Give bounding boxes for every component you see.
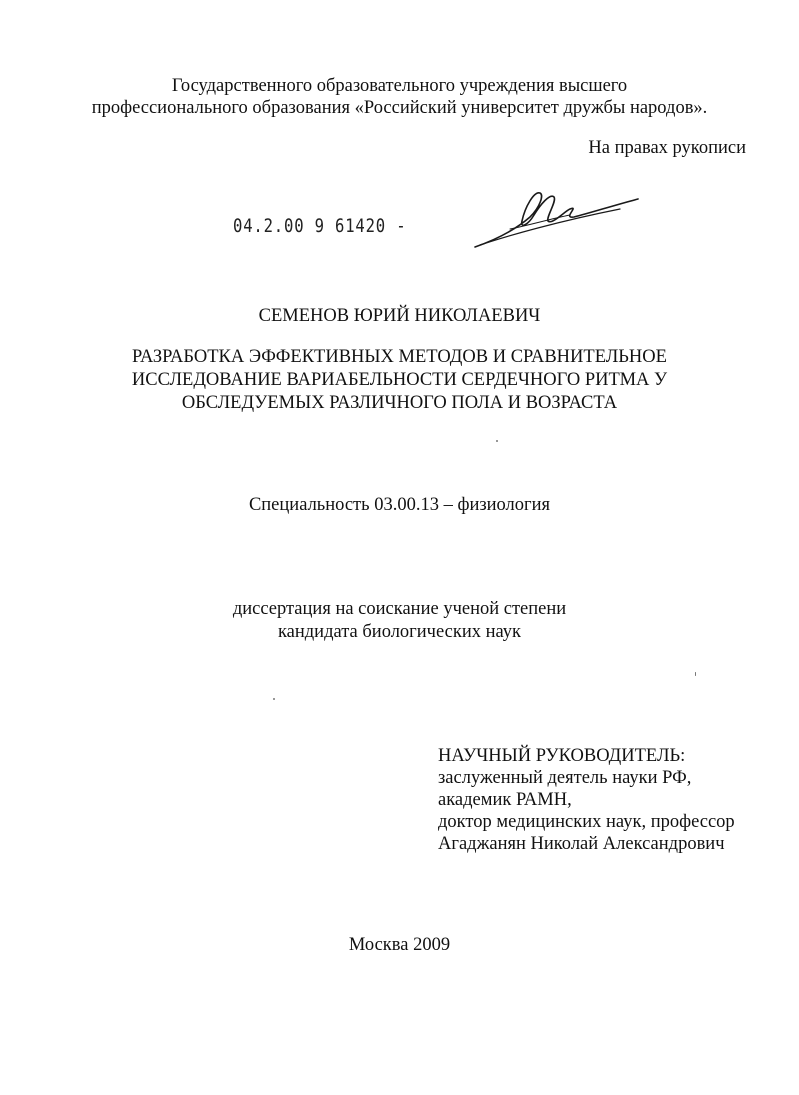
archive-stamp-number: 04.2.00 9 61420 -: [233, 215, 407, 237]
author-name: СЕМЕНОВ ЮРИЙ НИКОЛАЕВИЧ: [258, 306, 541, 326]
institution-line-2: профессионального образования «Российский университет дружбы народов».: [91, 98, 708, 118]
thesis-title-line-2: ИССЛЕДОВАНИЕ ВАРИАБЕЛЬНОСТИ СЕРДЕЧНОГО РИТМА У: [131, 370, 668, 390]
specialty-line: Специальность 03.00.13 – физиология: [248, 495, 551, 515]
scan-speck: [695, 672, 696, 676]
institution-line-1: Государственного образовательного учреждения высшего: [171, 76, 628, 96]
degree-line-1: диссертация на соискание ученой степени: [232, 599, 567, 619]
signature-icon: [470, 185, 645, 255]
thesis-title-line-3: ОБСЛЕДУЕМЫХ РАЗЛИЧНОГО ПОЛА И ВОЗРАСТА: [181, 393, 618, 413]
thesis-title: [0, 346, 799, 415]
supervisor-title-2: академик РАМН,: [438, 790, 572, 810]
supervisor-title-3: доктор медицинских наук, профессор: [438, 812, 735, 832]
degree-line-2: кандидата биологических наук: [277, 622, 522, 642]
institution-header: [0, 75, 799, 119]
city-year: Москва 2009: [348, 935, 451, 955]
supervisor-block: [438, 745, 735, 855]
supervisor-title-1: заслуженный деятель науки РФ,: [438, 768, 692, 788]
degree-statement: [0, 598, 799, 644]
scan-speck: [496, 440, 498, 442]
scan-speck: [273, 698, 275, 700]
supervisor-heading: НАУЧНЫЙ РУКОВОДИТЕЛЬ:: [438, 746, 686, 766]
supervisor-name: Агаджанян Николай Александрович: [438, 834, 725, 854]
manuscript-rights-label: На правах рукописи: [588, 138, 746, 158]
thesis-title-line-1: РАЗРАБОТКА ЭФФЕКТИВНЫХ МЕТОДОВ И СРАВНИТЕЛЬНОЕ: [132, 347, 667, 367]
